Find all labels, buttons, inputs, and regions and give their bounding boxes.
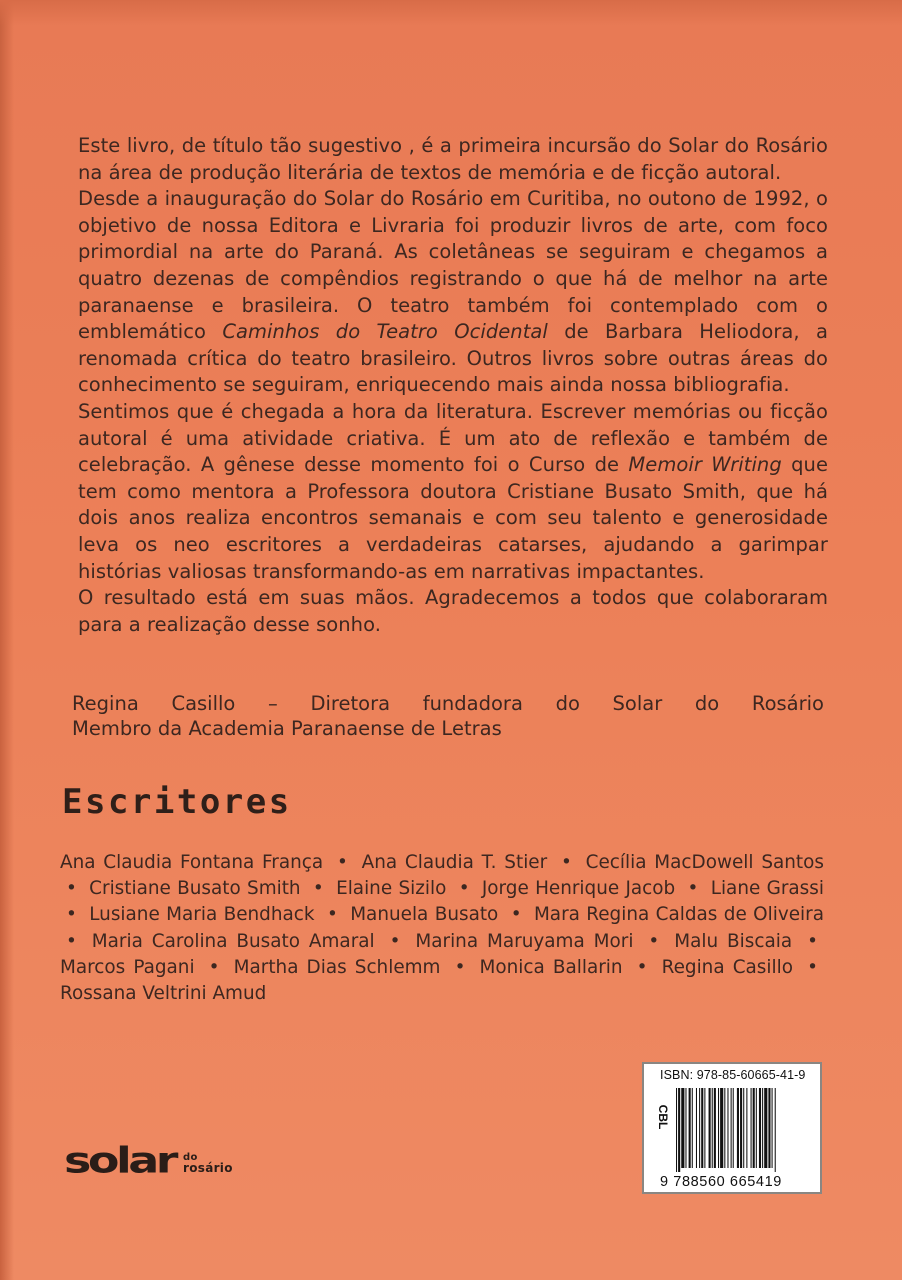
intro-paragraph-3-part-2: que tem como mentora a Professora doutora Cristiane Busato Smith, que há dois anos realiza encontros semanais e com seu talento e generosidade leva os neo escritores a verdadeiras catarses, ajudando a garimpar histórias valiosas transformando-as em narrativas impactantes. [78, 453, 829, 583]
barcode-bar [775, 1088, 776, 1172]
course-name-italic: Memoir Writing [628, 453, 782, 477]
signature-block [72, 692, 824, 741]
barcode-bar [689, 1088, 691, 1168]
writer-name: Cecília MacDowell Santos [585, 852, 824, 873]
writer-separator: • [454, 956, 466, 978]
signature-word: Diretora [310, 692, 391, 715]
logo-sub-text [183, 1152, 233, 1174]
barcode-bar [733, 1088, 734, 1168]
barcode-bar [764, 1088, 767, 1168]
cover-top-edge [0, 0, 902, 26]
intro-paragraph-3 [78, 399, 828, 585]
writer-name: Manuela Busato [350, 904, 499, 926]
barcode-bar [753, 1088, 755, 1168]
logo-sub-line-2: rosário [182, 1161, 233, 1175]
writer-name: Ana Claudia T. Stier [361, 852, 548, 873]
writer-separator: • [389, 930, 401, 952]
writer-name: Mara Regina Caldas de Oliveira [533, 904, 824, 926]
signature-word: – [268, 692, 278, 715]
writer-separator: • [66, 930, 77, 952]
barcode-bar [676, 1088, 677, 1172]
book-title-italic: Caminhos do Teatro Ocidental [222, 320, 548, 344]
barcode-bar [678, 1088, 680, 1172]
barcode-bar [718, 1088, 719, 1168]
writer-separator: • [208, 956, 220, 978]
isbn-barcode-label [642, 1062, 822, 1194]
barcode-bar [727, 1088, 728, 1168]
writer-name: Monica Ballarin [479, 956, 623, 978]
writer-separator: • [510, 904, 522, 926]
intro-paragraph-3-part-1: Sentimos que é chegada a hora da literatura. Escrever memórias ou ficção autoral é uma atividade criativa. É um ato de reflexão e também de celebração. A gênese desse momento foi o Curso de [78, 399, 828, 477]
writer-name: Regina Casillo [661, 956, 793, 978]
signature-word: do [694, 692, 720, 715]
barcode-bar [720, 1088, 723, 1168]
barcode-bar [756, 1088, 757, 1168]
writer-name: Marina Maruyama Mori [415, 930, 634, 952]
writer-separator: • [807, 930, 818, 952]
barcode-bar [685, 1088, 686, 1168]
barcode-bar [768, 1088, 770, 1168]
signature-line-2: Membro da Academia Paranaense de Letras [72, 716, 502, 740]
writer-separator: • [687, 878, 699, 900]
writer-separator: • [560, 852, 572, 873]
barcode-side-mark: CBL [656, 1104, 670, 1130]
barcode-bar [724, 1088, 725, 1168]
barcode-bar [709, 1088, 711, 1168]
publisher-logo [64, 1132, 233, 1182]
intro-text [78, 133, 828, 638]
writer-separator: • [636, 956, 648, 978]
barcode-bar [740, 1088, 742, 1168]
barcode-bar [762, 1088, 763, 1168]
writer-separator: • [336, 852, 348, 873]
writer-separator: • [458, 878, 470, 900]
barcode-bar [751, 1088, 752, 1168]
intro-paragraph-4: O resultado está em suas mãos. Agradecemos a todos que colaboraram para a realização desse sonho. [78, 586, 828, 636]
barcode-bar [704, 1088, 705, 1168]
writer-name: Rossana Veltrini Amud [60, 983, 267, 1005]
logo-main-text: solar [64, 1139, 175, 1182]
writer-separator: • [66, 878, 77, 900]
barcode-bar [743, 1088, 744, 1168]
barcode-bar [746, 1088, 747, 1168]
barcode-bar [712, 1088, 713, 1168]
barcode-bar [772, 1088, 773, 1168]
writers-list [60, 850, 824, 1007]
intro-paragraph-2 [78, 186, 828, 399]
writer-name: Ana Claudia Fontana França [60, 852, 324, 873]
signature-word: Solar [612, 692, 663, 715]
signature-word: Rosário [751, 692, 824, 715]
writer-separator: • [648, 930, 660, 952]
isbn-text: ISBN: 978-85-60665-41-9 [660, 1068, 806, 1082]
barcode-bar [714, 1088, 716, 1168]
writer-separator: • [807, 956, 818, 978]
writer-name: Malu Biscaia [674, 930, 793, 952]
writer-separator: • [312, 878, 324, 900]
barcode-bar [737, 1088, 739, 1168]
signature-word: Casillo [171, 692, 236, 715]
intro-paragraph-1: Este livro, de título tão sugestivo , é a primeira incursão do Solar do Rosário na área de produção literária de textos de memória e de ficção autoral. [78, 134, 828, 184]
writer-separator: • [326, 904, 338, 926]
logo-sub-line-1: do [182, 1152, 198, 1163]
barcode-bar [701, 1088, 703, 1168]
signature-word: Regina [72, 692, 139, 715]
signature-word: do [555, 692, 580, 715]
barcode-digits: 9 788560 665419 [660, 1174, 782, 1190]
writer-name: Liane Grassi [710, 878, 824, 900]
intro-paragraph-2-part-1: Desde a inauguração do Solar do Rosário em Curitiba, no outono de 1992, o objetivo de nossa Editora e Livraria foi produzir livros de arte, com foco primordial na arte do Paraná. As coletâneas se seguiram e chegamos a quatro dezenas de compêndios registrando o que há de melhor na arte paranaense e brasileira. O teatro também foi contemplado com o emblemático [78, 187, 828, 344]
barcode-bar [759, 1088, 761, 1168]
writers-heading: Escritores [62, 782, 292, 822]
writer-name: Martha Dias Schlemm [233, 956, 441, 978]
barcode-bar [696, 1088, 697, 1168]
intro-paragraph-2-part-2: de Barbara Heliodora, a renomada crítica do teatro brasileiro. Outros livros sobre outras áreas do conhecimento se seguiram, enriquecendo mais ainda nossa bibliografia. [78, 320, 828, 397]
writer-separator: • [66, 904, 77, 926]
barcode-bar [731, 1088, 732, 1168]
barcode-bar [681, 1088, 684, 1168]
signature-word: fundadora [422, 692, 523, 715]
writer-name: Marcos Pagani [60, 956, 195, 978]
barcode-bar [692, 1088, 693, 1168]
writer-name: Elaine Sizilo [336, 878, 447, 900]
barcode-bars [674, 1088, 814, 1172]
signature-line-1 [72, 692, 824, 717]
writer-name: Cristiane Busato Smith [89, 878, 301, 900]
writer-name: Jorge Henrique Jacob [481, 878, 676, 900]
writer-name: Maria Carolina Busato Amaral [91, 930, 375, 952]
writer-name: Lusiane Maria Bendhack [89, 904, 315, 926]
barcode-bar [699, 1088, 700, 1168]
